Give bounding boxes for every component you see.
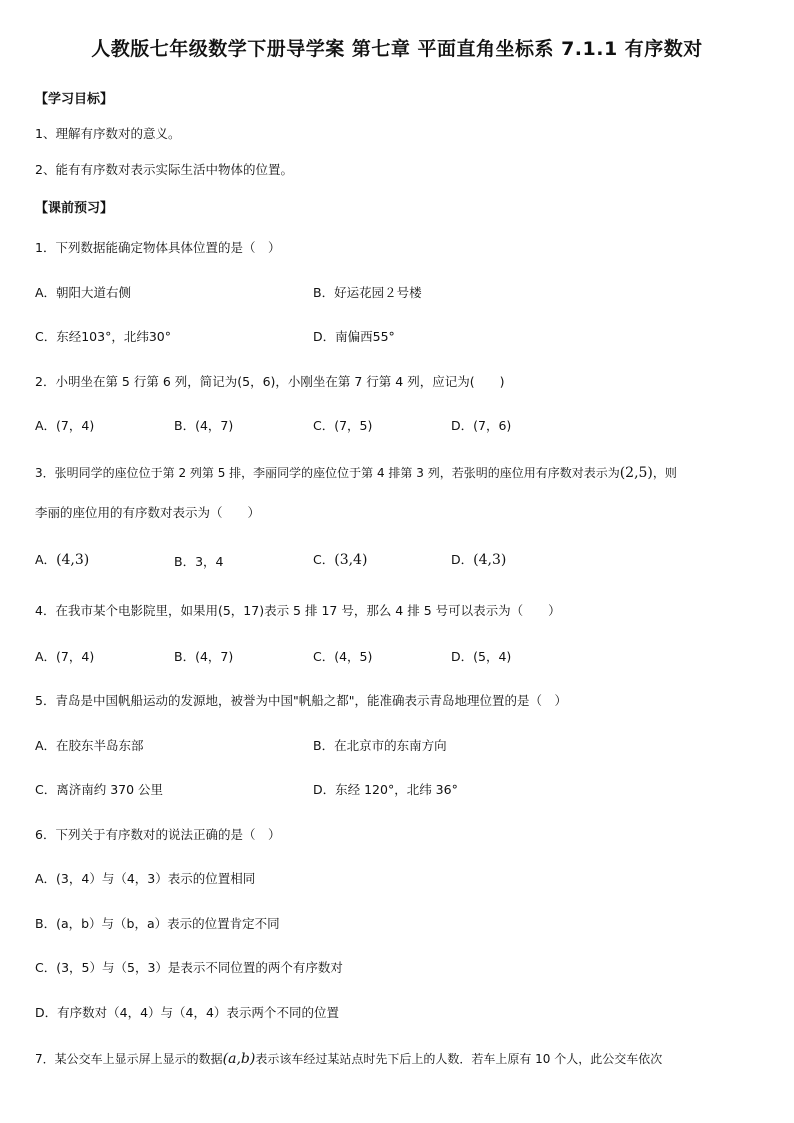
question-3-option-d [451, 550, 506, 568]
question-6-option-c: C．(3，5）与（5，3）是表示不同位置的两个有序数对 [35, 960, 343, 975]
question-3-option-c-math: (3,4) [334, 552, 368, 568]
question-6-stem: 6．下列关于有序数对的说法正确的是（ ） [35, 827, 281, 842]
question-2-stem: 2．小明坐在第 5 行第 6 列，简记为(5，6)，小刚坐在第 7 行第 4 列，应记为( ) [35, 374, 505, 389]
goal-2: 2、能有有序数对表示实际生活中物体的位置。 [35, 162, 293, 177]
question-2-option-a: A．(7，4) [35, 418, 95, 433]
preview-heading: 【课前预习】 [35, 201, 114, 216]
question-3-option-c-label: C． [313, 552, 335, 567]
question-3-option-c [313, 550, 367, 568]
question-5-option-b: B．在北京市的东南方向 [313, 738, 447, 753]
question-5-option-a: A．在胶东半岛东部 [35, 738, 144, 753]
question-3-stem-text: 3．张明同学的座位位于第 2 列第 5 排，李丽同学的座位位于第 4 排第 3 列，若张明的座位用有序数对表示为 [35, 466, 620, 480]
question-6-option-d: D．有序数对（4，4）与（4，4）表示两个不同的位置 [35, 1005, 339, 1020]
question-5-stem: 5．青岛是中国帆船运动的发源地，被誉为中国"帆船之都"，能准确表示青岛地理位置的是（ ） [35, 693, 567, 708]
question-4-stem: 4．在我市某个电影院里，如果用(5，17)表示 5 排 17 号，那么 4 排 5 号可以表示为（ ） [35, 603, 561, 618]
question-1-option-a: A．朝阳大道右侧 [35, 285, 132, 300]
question-7-stem-math: (a,b) [222, 1051, 256, 1067]
question-6-option-a: A．(3，4）与（4，3）表示的位置相同 [35, 871, 256, 886]
question-5-option-d: D．东经 120°，北纬 36° [313, 782, 458, 797]
page-title: 人教版七年级数学下册导学案 第七章 平面直角坐标系 7.1.1 有序数对 [91, 38, 703, 60]
question-3-option-b: B．3，4 [174, 554, 224, 569]
question-3-stem-tail: ，则 [652, 466, 677, 480]
question-3-option-d-math: (4,3) [473, 552, 507, 568]
question-3-stem-line-2: 李丽的座位用的有序数对表示为（ ） [35, 505, 261, 520]
question-3-option-d-label: D． [451, 552, 474, 567]
question-7-stem-tail: 表示该车经过某站点时先下后上的人数．若车上原有 10 个人，此公交车依次 [255, 1052, 663, 1066]
question-4-option-d: D．(5，4) [451, 649, 512, 664]
question-2-option-d: D．(7，6) [451, 418, 512, 433]
question-3-option-a [35, 550, 89, 568]
question-3-option-a-label: A． [35, 552, 57, 567]
question-2-option-b: B．(4，7) [174, 418, 234, 433]
question-3-stem-math: (2,5) [619, 465, 653, 481]
question-2-option-c: C．(7，5) [313, 418, 373, 433]
question-7-stem-text: 7．某公交车上显示屏上显示的数据 [35, 1052, 223, 1066]
question-7-stem [35, 1050, 662, 1067]
goals-heading: 【学习目标】 [35, 92, 114, 107]
question-3-option-a-math: (4,3) [56, 552, 90, 568]
question-3-stem-line-1 [35, 464, 677, 481]
question-1-stem: 1．下列数据能确定物体具体位置的是（ ） [35, 240, 281, 255]
question-4-option-b: B．(4，7) [174, 649, 234, 664]
question-1-option-d: D．南偏西55° [313, 329, 395, 344]
question-5-option-c: C．离济南约 370 公里 [35, 782, 164, 797]
question-1-option-b: B．好运花园２号楼 [313, 285, 422, 300]
question-6-option-b: B．(a，b）与（b，a）表示的位置肯定不同 [35, 916, 280, 931]
goal-1: 1、理解有序数对的意义。 [35, 126, 181, 141]
question-4-option-c: C．(4，5) [313, 649, 373, 664]
question-1-option-c: C．东经103°，北纬30° [35, 329, 171, 344]
question-4-option-a: A．(7，4) [35, 649, 95, 664]
